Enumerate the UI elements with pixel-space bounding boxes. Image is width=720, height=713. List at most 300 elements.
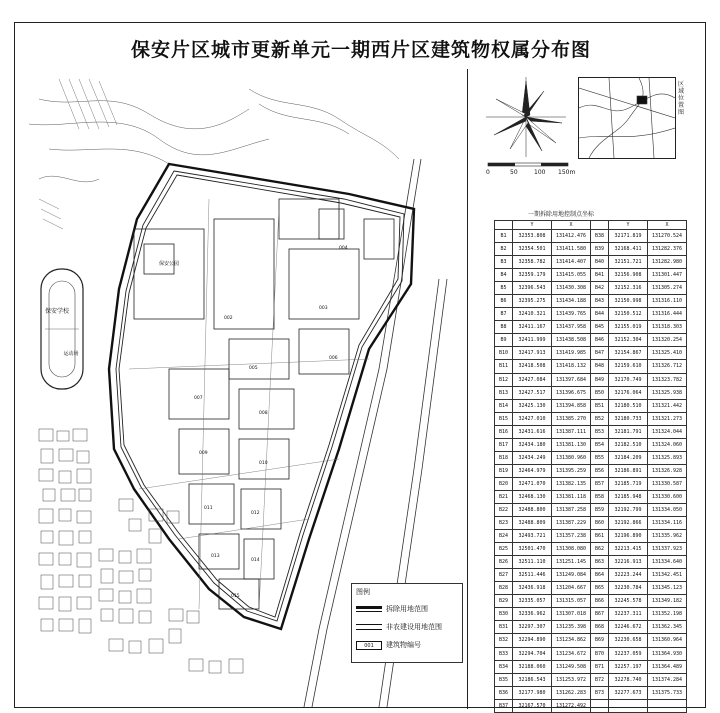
table-cell: B1: [495, 230, 513, 243]
map-title: 保安片区城市更新单元一期西片区建筑物权属分布图: [130, 39, 591, 61]
table-cell: 131326.928: [648, 464, 687, 477]
table-cell: B57: [591, 477, 609, 490]
table-cell: B62: [591, 543, 609, 556]
table-cell: 131411.580: [552, 243, 591, 256]
table-cell: B42: [591, 282, 609, 295]
table-header: Y: [513, 221, 552, 230]
table-cell: B17: [495, 438, 513, 451]
legend-label: 建筑物编号: [386, 641, 421, 649]
table-cell: 131349.182: [648, 595, 687, 608]
table-cell: B47: [591, 347, 609, 360]
non-agri-boundary: [116, 171, 404, 621]
table-row: [495, 699, 687, 712]
table-cell: B46: [591, 334, 609, 347]
table-cell: 32297.307: [513, 621, 552, 634]
table-cell: 131321.273: [648, 412, 687, 425]
table-row: [495, 386, 687, 399]
table-cell: B67: [591, 608, 609, 621]
table-cell: 131249.508: [552, 660, 591, 673]
table-cell: B23: [495, 517, 513, 530]
table-cell: B32: [495, 634, 513, 647]
table-cell: 32488.800: [513, 503, 552, 516]
table-cell: B33: [495, 647, 513, 660]
table-cell: 131394.858: [552, 399, 591, 412]
table-row: [495, 438, 687, 451]
table-cell: 32171.819: [609, 230, 648, 243]
table-cell: 131262.283: [552, 686, 591, 699]
table-cell: 131364.930: [648, 647, 687, 660]
table-row: [495, 425, 687, 438]
table-cell: 131415.055: [552, 269, 591, 282]
table-cell: 32223.244: [609, 569, 648, 582]
table-cell: 32196.890: [609, 530, 648, 543]
table-cell: B16: [495, 425, 513, 438]
table-cell: 131253.972: [552, 673, 591, 686]
north-arrow-icon: [486, 77, 566, 157]
table-cell: 32294.704: [513, 647, 552, 660]
table-row: [495, 530, 687, 543]
table-cell: 32213.415: [609, 543, 648, 556]
table-row: [495, 399, 687, 412]
table-cell: 32177.980: [513, 686, 552, 699]
table-cell: 32501.470: [513, 543, 552, 556]
table-cell: 131325.938: [648, 386, 687, 399]
table-row: [495, 490, 687, 503]
table-cell: 131334.116: [648, 517, 687, 530]
table-cell: 131330.600: [648, 490, 687, 503]
table-cell: 131437.958: [552, 321, 591, 334]
table-cell: 32246.672: [609, 621, 648, 634]
table-cell: 32155.019: [609, 321, 648, 334]
table-cell: 131334.050: [648, 503, 687, 516]
table-cell: [591, 699, 609, 712]
table-cell: B15: [495, 412, 513, 425]
legend-title: 图例: [356, 588, 370, 596]
table-cell: 131360.964: [648, 634, 687, 647]
table-cell: B3: [495, 256, 513, 269]
table-cell: 131395.259: [552, 464, 591, 477]
table-cell: 32354.501: [513, 243, 552, 256]
table-cell: 32186.543: [513, 673, 552, 686]
table-cell: 32185.719: [609, 477, 648, 490]
table-cell: 131324.044: [648, 425, 687, 438]
table-cell: B26: [495, 556, 513, 569]
table-row: [495, 269, 687, 282]
table-row: [495, 556, 687, 569]
table-row: [495, 543, 687, 556]
table-cell: 32396.543: [513, 282, 552, 295]
table-body: [495, 230, 687, 713]
table-cell: 131357.238: [552, 530, 591, 543]
table-cell: 32427.010: [513, 412, 552, 425]
table-cell: 32353.808: [513, 230, 552, 243]
table-cell: 32152.304: [609, 334, 648, 347]
table-cell: 32156.908: [609, 269, 648, 282]
table-header: Y: [609, 221, 648, 230]
table-cell: B18: [495, 451, 513, 464]
table-cell: B37: [495, 699, 513, 712]
table-cell: B29: [495, 595, 513, 608]
table-cell: 32237.311: [609, 608, 648, 621]
table-cell: 131321.442: [648, 399, 687, 412]
table-cell: [648, 699, 687, 712]
table-cell: 32493.721: [513, 530, 552, 543]
table-cell: 131387.229: [552, 517, 591, 530]
table-cell: 131308.080: [552, 543, 591, 556]
table-cell: 32431.616: [513, 425, 552, 438]
table-cell: 32410.321: [513, 308, 552, 321]
table-cell: 32468.130: [513, 490, 552, 503]
table-cell: B44: [591, 308, 609, 321]
table-cell: 131382.135: [552, 477, 591, 490]
double-line-symbol: [356, 624, 382, 630]
table-cell: B55: [591, 451, 609, 464]
table-row: [495, 308, 687, 321]
park-label: 保安公园: [159, 261, 180, 267]
table-cell: B24: [495, 530, 513, 543]
table-cell: 131307.018: [552, 608, 591, 621]
table-cell: 32418.508: [513, 360, 552, 373]
table-row: [495, 634, 687, 647]
table-header: X: [552, 221, 591, 230]
table-cell: B28: [495, 582, 513, 595]
table-cell: 131418.132: [552, 360, 591, 373]
map-sheet: [14, 22, 706, 708]
table-row: [495, 569, 687, 582]
table-cell: 131387.258: [552, 503, 591, 516]
location-label: 区域位置图: [678, 81, 685, 116]
table-cell: B60: [591, 517, 609, 530]
table-row: [495, 360, 687, 373]
building-number: 013: [211, 554, 220, 559]
table-cell: 131235.398: [552, 621, 591, 634]
table-cell: 131316.444: [648, 308, 687, 321]
table-cell: 32192.799: [609, 503, 648, 516]
table-cell: 32411.167: [513, 321, 552, 334]
table-cell: B34: [495, 660, 513, 673]
table-cell: 131438.508: [552, 334, 591, 347]
table-cell: 32167.570: [513, 699, 552, 712]
table-cell: B21: [495, 490, 513, 503]
table-cell: B53: [591, 425, 609, 438]
building-number: 008: [259, 411, 268, 416]
table-row: [495, 647, 687, 660]
table-cell: 131318.303: [648, 321, 687, 334]
table-cell: 32181.791: [609, 425, 648, 438]
table-row: [495, 477, 687, 490]
building-number: 015: [231, 594, 240, 599]
legend-item: [356, 622, 442, 632]
table-cell: B61: [591, 530, 609, 543]
table-header: [591, 221, 609, 230]
scale-tick: 150m: [558, 169, 576, 176]
table-cell: B10: [495, 347, 513, 360]
table-cell: B63: [591, 556, 609, 569]
legend-item: [356, 640, 421, 650]
table-cell: 32245.578: [609, 595, 648, 608]
table-cell: 32294.890: [513, 634, 552, 647]
table-cell: 131414.407: [552, 256, 591, 269]
table-cell: 131325.410: [648, 347, 687, 360]
table-cell: 131430.308: [552, 282, 591, 295]
table-cell: 32278.740: [609, 673, 648, 686]
table-cell: 131385.270: [552, 412, 591, 425]
coordinate-table: [494, 220, 687, 713]
thick-line-symbol: [356, 606, 382, 612]
table-cell: 131334.640: [648, 556, 687, 569]
table-row: [495, 295, 687, 308]
table-cell: 131375.733: [648, 686, 687, 699]
table-row: [495, 595, 687, 608]
table-cell: [609, 699, 648, 712]
table-row: [495, 321, 687, 334]
building-number: 007: [194, 396, 203, 401]
table-cell: 32359.179: [513, 269, 552, 282]
table-cell: 32336.962: [513, 608, 552, 621]
building-number-symbol: 001: [356, 641, 382, 650]
table-row: [495, 673, 687, 686]
table-cell: 131251.145: [552, 556, 591, 569]
table-row: [495, 464, 687, 477]
table-cell: B69: [591, 634, 609, 647]
table-cell: 131234.862: [552, 634, 591, 647]
table-cell: 32395.275: [513, 295, 552, 308]
table-cell: B4: [495, 269, 513, 282]
table-cell: 32151.721: [609, 256, 648, 269]
table-cell: B19: [495, 464, 513, 477]
table-row: [495, 451, 687, 464]
table-cell: 32180.733: [609, 412, 648, 425]
table-cell: 131282.376: [648, 243, 687, 256]
building-number: 002: [224, 316, 233, 321]
table-cell: 32192.866: [609, 517, 648, 530]
building-number: 010: [259, 461, 268, 466]
table-cell: 131362.345: [648, 621, 687, 634]
table-cell: B11: [495, 360, 513, 373]
table-cell: 32237.059: [609, 647, 648, 660]
table-cell: 32427.517: [513, 386, 552, 399]
table-cell: 32150.512: [609, 308, 648, 321]
table-cell: 131396.675: [552, 386, 591, 399]
table-cell: B43: [591, 295, 609, 308]
table-cell: 32511.446: [513, 569, 552, 582]
table-cell: 131272.492: [552, 699, 591, 712]
table-cell: B72: [591, 673, 609, 686]
table-cell: 32185.948: [609, 490, 648, 503]
table-cell: 32425.130: [513, 399, 552, 412]
table-cell: B5: [495, 282, 513, 295]
playground-label: 运动场: [63, 351, 79, 357]
table-cell: B6: [495, 295, 513, 308]
table-cell: B48: [591, 360, 609, 373]
table-cell: B8: [495, 321, 513, 334]
scale-tick: 0: [486, 169, 490, 176]
table-cell: 131320.254: [648, 334, 687, 347]
table-cell: 32170.749: [609, 373, 648, 386]
scale-tick: 50: [510, 169, 518, 176]
building-number: 011: [204, 506, 213, 511]
map-legend: [351, 583, 463, 663]
table-cell: 32184.209: [609, 451, 648, 464]
table-cell: 131387.111: [552, 425, 591, 438]
table-row: [495, 621, 687, 634]
building-number: 003: [319, 306, 328, 311]
legend-label: 拆除用地范围: [386, 605, 428, 613]
table-cell: B39: [591, 243, 609, 256]
table-row: [495, 243, 687, 256]
table-cell: B40: [591, 256, 609, 269]
table-row: [495, 412, 687, 425]
table-cell: B59: [591, 503, 609, 516]
table-cell: 131380.960: [552, 451, 591, 464]
table-cell: B65: [591, 582, 609, 595]
table-cell: 131342.451: [648, 569, 687, 582]
school-label: 保安学校: [44, 308, 70, 315]
table-title: 一期拆除用地控制点坐标: [528, 211, 595, 218]
table-cell: B20: [495, 477, 513, 490]
table-cell: 32427.084: [513, 373, 552, 386]
building-number: 014: [251, 558, 260, 563]
table-cell: 32335.057: [513, 595, 552, 608]
table-cell: B64: [591, 569, 609, 582]
table-cell: B31: [495, 621, 513, 634]
table-row: [495, 373, 687, 386]
table-cell: 32471.070: [513, 477, 552, 490]
table-cell: B9: [495, 334, 513, 347]
table-cell: 32154.867: [609, 347, 648, 360]
table-cell: B45: [591, 321, 609, 334]
table-row: [495, 334, 687, 347]
table-cell: 32188.060: [513, 660, 552, 673]
table-row: [495, 582, 687, 595]
table-cell: 131335.962: [648, 530, 687, 543]
table-row: [495, 686, 687, 699]
table-cell: B68: [591, 621, 609, 634]
table-cell: 32488.809: [513, 517, 552, 530]
table-cell: 131352.198: [648, 608, 687, 621]
table-cell: 32216.913: [609, 556, 648, 569]
legend-item: [356, 604, 428, 614]
table-cell: 131323.782: [648, 373, 687, 386]
table-cell: 131324.060: [648, 438, 687, 451]
table-cell: 131316.110: [648, 295, 687, 308]
table-cell: B41: [591, 269, 609, 282]
building-number: 006: [329, 356, 338, 361]
table-cell: 131325.893: [648, 451, 687, 464]
table-cell: B7: [495, 308, 513, 321]
building-number: 005: [249, 366, 258, 371]
table-cell: 131439.765: [552, 308, 591, 321]
table-cell: B14: [495, 399, 513, 412]
table-cell: B70: [591, 647, 609, 660]
table-cell: 32417.913: [513, 347, 552, 360]
table-cell: 131270.524: [648, 230, 687, 243]
legend-label: 非农建设用地范围: [386, 623, 442, 631]
table-cell: 32230.784: [609, 582, 648, 595]
table-cell: B71: [591, 660, 609, 673]
table-cell: B52: [591, 412, 609, 425]
table-cell: 131282.980: [648, 256, 687, 269]
scale-tick: 100: [534, 169, 546, 176]
table-header-row: [495, 221, 687, 230]
table-cell: B35: [495, 673, 513, 686]
table-cell: 131337.923: [648, 543, 687, 556]
table-cell: B36: [495, 686, 513, 699]
table-cell: 32434.249: [513, 451, 552, 464]
table-cell: 131326.712: [648, 360, 687, 373]
table-cell: 131397.684: [552, 373, 591, 386]
table-cell: B22: [495, 503, 513, 516]
table-cell: 131345.123: [648, 582, 687, 595]
table-row: [495, 608, 687, 621]
table-cell: 32257.197: [609, 660, 648, 673]
table-cell: 131381.130: [552, 438, 591, 451]
table-cell: B27: [495, 569, 513, 582]
table-row: [495, 230, 687, 243]
table-row: [495, 503, 687, 516]
table-cell: 131301.447: [648, 269, 687, 282]
table-cell: 32152.316: [609, 282, 648, 295]
table-cell: 32180.510: [609, 399, 648, 412]
table-cell: B2: [495, 243, 513, 256]
table-header: X: [648, 221, 687, 230]
building-number: 009: [199, 451, 208, 456]
table-cell: B56: [591, 464, 609, 477]
table-cell: 131374.284: [648, 673, 687, 686]
table-cell: 32159.610: [609, 360, 648, 373]
table-cell: 32150.998: [609, 295, 648, 308]
table-cell: 32511.110: [513, 556, 552, 569]
table-cell: 131315.057: [552, 595, 591, 608]
table-cell: 32186.891: [609, 464, 648, 477]
table-cell: 131249.084: [552, 569, 591, 582]
table-header: [495, 221, 513, 230]
table-cell: 32176.064: [609, 386, 648, 399]
table-cell: 32434.180: [513, 438, 552, 451]
table-row: [495, 660, 687, 673]
building-number: 004: [339, 246, 348, 251]
table-row: [495, 347, 687, 360]
table-cell: B25: [495, 543, 513, 556]
table-cell: B51: [591, 399, 609, 412]
table-cell: B50: [591, 386, 609, 399]
table-row: [495, 517, 687, 530]
table-cell: 32230.658: [609, 634, 648, 647]
table-cell: 131381.118: [552, 490, 591, 503]
table-cell: 32358.782: [513, 256, 552, 269]
table-cell: B38: [591, 230, 609, 243]
table-cell: 131234.672: [552, 647, 591, 660]
location-minimap: [578, 77, 676, 159]
table-cell: 32182.510: [609, 438, 648, 451]
table-cell: B66: [591, 595, 609, 608]
table-cell: 32168.411: [609, 243, 648, 256]
table-cell: B49: [591, 373, 609, 386]
table-cell: 131412.476: [552, 230, 591, 243]
table-cell: 32464.979: [513, 464, 552, 477]
table-cell: B30: [495, 608, 513, 621]
table-cell: B73: [591, 686, 609, 699]
table-cell: 131434.188: [552, 295, 591, 308]
right-panel: [467, 69, 708, 709]
table-cell: 131305.274: [648, 282, 687, 295]
table-cell: 131330.587: [648, 477, 687, 490]
table-cell: B12: [495, 373, 513, 386]
table-cell: 131364.489: [648, 660, 687, 673]
table-cell: 131419.985: [552, 347, 591, 360]
building-number: 012: [251, 511, 260, 516]
table-cell: 32277.673: [609, 686, 648, 699]
